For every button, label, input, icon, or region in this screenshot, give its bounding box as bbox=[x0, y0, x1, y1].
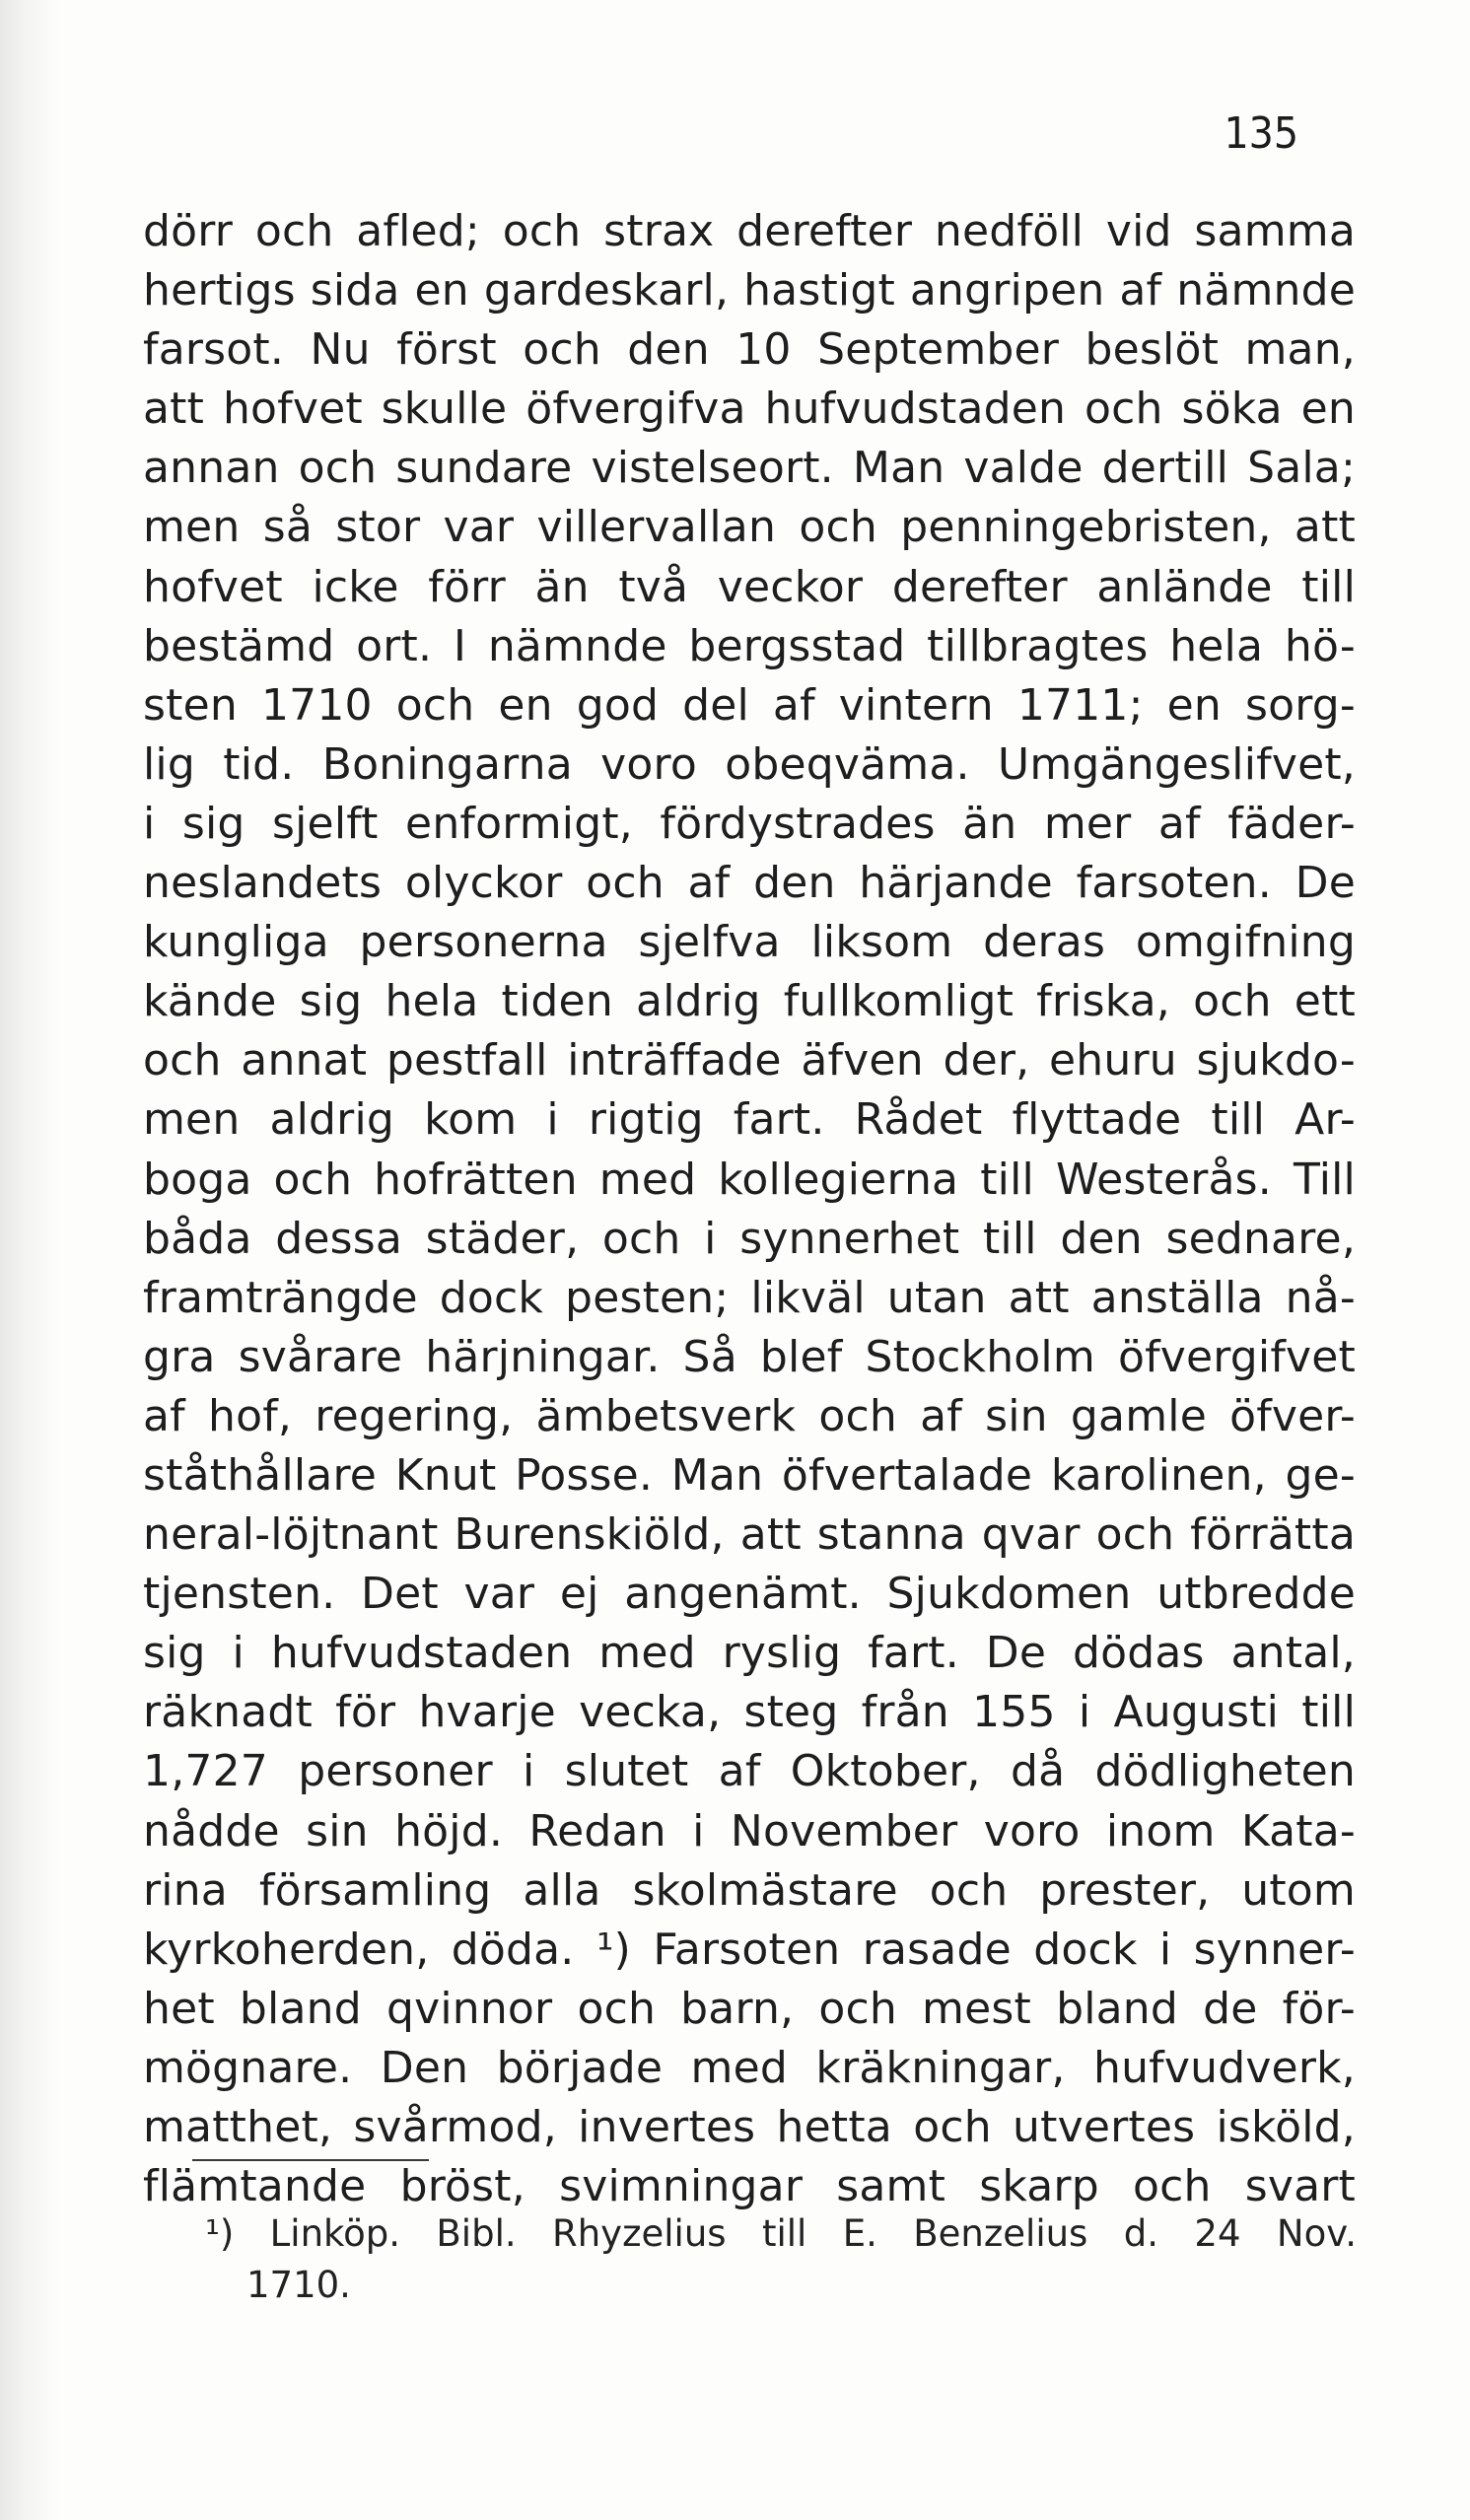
text-line: bestämd ort. I nämnde bergsstad tillbragtes hela hö- bbox=[143, 620, 1356, 671]
footnote-divider bbox=[192, 2159, 429, 2161]
body-text bbox=[143, 202, 1356, 2216]
page-number: 135 bbox=[1224, 108, 1298, 159]
footnote-line: ¹) Linköp. Bibl. Rhyzelius till E. Benzelius d. 24 Nov. bbox=[205, 2212, 1357, 2255]
text-line: kyrkoherden, döda. ¹) Farsoten rasade dock i synner- bbox=[143, 1924, 1356, 1975]
text-line: kungliga personerna sjelfva liksom deras omgifning bbox=[143, 917, 1356, 968]
page-gutter-shadow bbox=[0, 0, 59, 2520]
footnote-line: 1710. bbox=[246, 2264, 351, 2306]
text-line: att hofvet skulle öfvergifva hufvudstaden och söka en bbox=[143, 384, 1356, 435]
text-line: af hof, regering, ämbetsverk och af sin gamle öfver- bbox=[143, 1390, 1356, 1441]
text-line: nådde sin höjd. Redan i November voro inom Kata- bbox=[143, 1805, 1356, 1856]
text-line: räknadt för hvarje vecka, steg från 155 i Augusti till bbox=[143, 1687, 1356, 1738]
text-line: i sig sjelft enformigt, fördystrades än mer af fäder- bbox=[143, 798, 1356, 849]
text-line: ståthållare Knut Posse. Man öfvertalade karolinen, ge- bbox=[143, 1449, 1356, 1501]
text-line: dörr och afled; och strax derefter nedföll vid samma bbox=[143, 206, 1356, 256]
text-line: het bland qvinnor och barn, och mest bland de för- bbox=[143, 1983, 1356, 2034]
text-line: neslandets olyckor och af den härjande farsoten. De bbox=[143, 858, 1356, 909]
text-line: neral-löjtnant Burenskiöld, att stanna qvar och förrätta bbox=[143, 1509, 1356, 1561]
text-line: båda dessa städer, och i synnerhet till den sednare, bbox=[143, 1213, 1356, 1264]
text-line: gra svårare härjningar. Så blef Stockholm öfvergifvet bbox=[143, 1331, 1356, 1382]
text-line: flämtande bröst, svimningar samt skarp och svart bbox=[143, 2161, 1356, 2212]
text-line: mögnare. Den började med kräkningar, hufvudverk, bbox=[143, 2042, 1356, 2093]
text-line: farsot. Nu först och den 10 September beslöt man, bbox=[143, 324, 1356, 376]
text-line: men aldrig kom i rigtig fart. Rådet flyttade till Ar- bbox=[143, 1094, 1356, 1146]
text-line: 1,727 personer i slutet af Oktober, då dödligheten bbox=[143, 1746, 1356, 1797]
text-line: lig tid. Boningarna voro obeqväma. Umgängeslifvet, bbox=[143, 738, 1356, 790]
text-line: tjensten. Det var ej angenämt. Sjukdomen utbredde bbox=[143, 1569, 1356, 1620]
footnote bbox=[205, 2208, 1357, 2311]
text-line: annan och sundare vistelseort. Man valde dertill Sala; bbox=[143, 443, 1356, 494]
text-line: sig i hufvudstaden med ryslig fart. De dödas antal, bbox=[143, 1628, 1356, 1679]
text-line: boga och hofrätten med kollegierna till Westerås. Till bbox=[143, 1154, 1356, 1205]
text-line: men så stor var villervallan och penningebristen, att bbox=[143, 502, 1356, 553]
text-line: sten 1710 och en god del af vintern 1711; en sorg- bbox=[143, 679, 1356, 731]
text-line: kände sig hela tiden aldrig fullkomligt friska, och ett bbox=[143, 976, 1356, 1027]
text-line: rina församling alla skolmästare och prester, utom bbox=[143, 1864, 1356, 1916]
text-line: framträngde dock pesten; likväl utan att anställa nå- bbox=[143, 1272, 1356, 1323]
text-line: hofvet icke förr än två veckor derefter anlände till bbox=[143, 561, 1356, 612]
text-line: matthet, svårmod, invertes hetta och utvertes isköld, bbox=[143, 2102, 1356, 2152]
text-line: och annat pestfall inträffade äfven der, ehuru sjukdo- bbox=[143, 1035, 1356, 1086]
text-line: hertigs sida en gardeskarl, hastigt angripen af nämnde bbox=[143, 265, 1356, 316]
